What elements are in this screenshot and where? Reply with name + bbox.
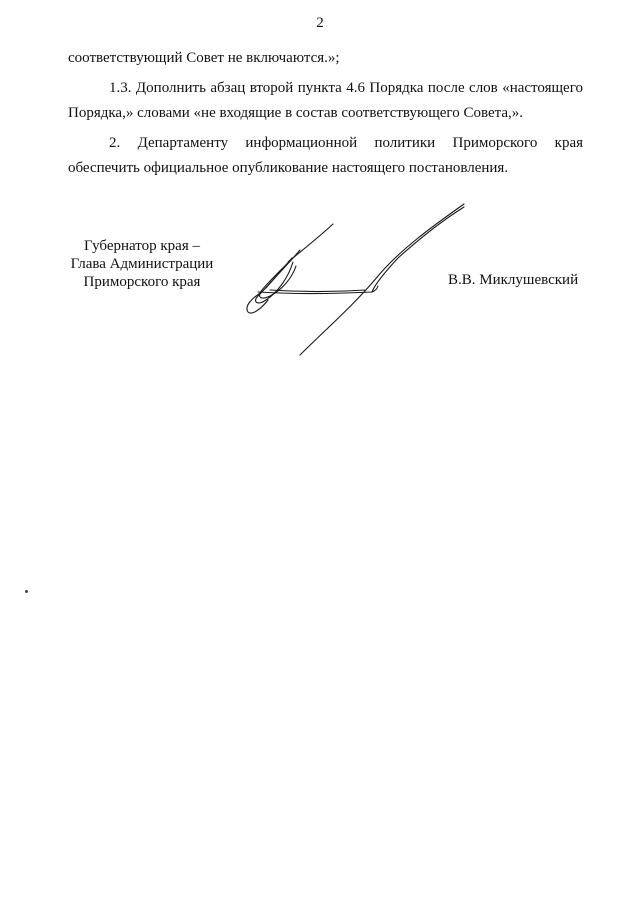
signer-title-line: Глава Администрации xyxy=(70,256,214,272)
paragraph-item-2 xyxy=(68,131,583,181)
paragraph-line: 1.3. Дополнить абзац второй пункта 4.6 Порядка после слов «настоящего xyxy=(109,80,583,96)
paragraph-continuation: соответствующий Совет не включаются.»; xyxy=(68,50,340,66)
scan-speck xyxy=(24,589,28,593)
paragraph-line: 2. Департаменту информационной политики Приморского края xyxy=(109,135,583,151)
paragraph-line: Порядка,» словами «не входящие в состав соответствующего Совета,». xyxy=(68,105,524,121)
signer-title-line: Приморского края xyxy=(83,274,201,290)
page-number: 2 xyxy=(316,15,324,31)
paragraph-line: обеспечить официальное опубликование настоящего постановления. xyxy=(68,160,509,176)
signer-name: В.В. Миклушевский xyxy=(448,272,579,288)
paragraph-item-1-3 xyxy=(68,76,583,126)
signer-title-line: Губернатор края – xyxy=(84,238,200,254)
signer-title xyxy=(60,237,224,291)
document-body xyxy=(68,46,583,186)
